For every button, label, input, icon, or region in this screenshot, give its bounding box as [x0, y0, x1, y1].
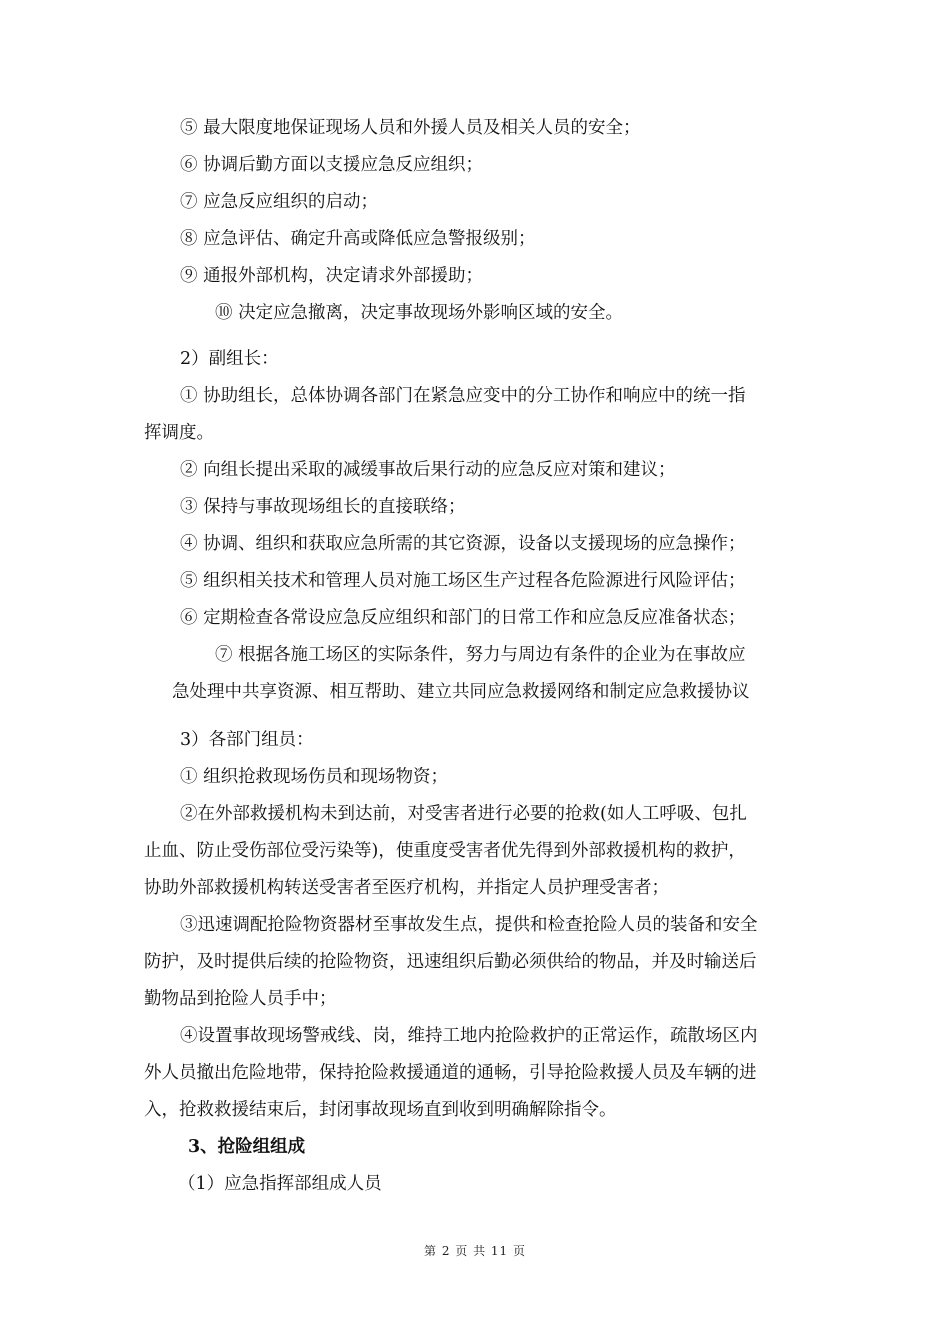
text-line: ⑧ 应急评估、确定升高或降低应急警报级别；	[180, 229, 536, 249]
text-line: 协助外部救援机构转送受害者至医疗机构，并指定人员护理受害者；	[144, 878, 669, 898]
page-footer: 第 2 页 共 11 页	[424, 1244, 526, 1258]
section-heading: （1）应急指挥部组成人员	[178, 1174, 382, 1194]
text-line: ⑩ 决定应急撤离，决定事故现场外影响区域的安全。	[215, 303, 624, 323]
text-line: ⑤ 最大限度地保证现场人员和外援人员及相关人员的安全；	[180, 118, 641, 138]
text-line: ②在外部救援机构未到达前，对受害者进行必要的抢救(如人工呼吸、包扎	[180, 804, 747, 824]
text-line: ⑦ 应急反应组织的启动；	[180, 192, 379, 212]
section-heading: 3、抢险组组成	[188, 1137, 306, 1157]
text-line: 急处理中共享资源、相互帮助、建立共同应急救援网络和制定应急救援协议	[172, 682, 750, 702]
text-line: 勤物品到抢险人员手中；	[144, 989, 337, 1009]
text-line: 防护，及时提供后续的抢险物资，迅速组织后勤必须供给的物品，并及时输送后	[144, 952, 757, 972]
text-line: ③ 保持与事故现场组长的直接联络；	[180, 497, 466, 517]
text-line: ⑨ 通报外部机构，决定请求外部援助；	[180, 266, 484, 286]
text-line: ⑦ 根据各施工场区的实际条件，努力与周边有条件的企业为在事故应	[215, 645, 746, 665]
text-line: ⑥ 定期检查各常设应急反应组织和部门的日常工作和应急反应准备状态；	[180, 608, 746, 628]
section-heading: 2）副组长：	[180, 349, 279, 369]
text-line: ① 组织抢救现场伤员和现场物资；	[180, 767, 449, 787]
text-line: ③迅速调配抢险物资器材至事故发生点，提供和检查抢险人员的装备和安全	[180, 915, 758, 935]
text-line: 入，抢救救援结束后，封闭事故现场直到收到明确解除指令。	[144, 1100, 617, 1120]
text-line: 止血、防止受伤部位受污染等)，使重度受害者优先得到外部救援机构的救护，	[144, 841, 746, 861]
text-line: ⑥ 协调后勤方面以支援应急反应组织；	[180, 155, 484, 175]
text-line: ④设置事故现场警戒线、岗，维持工地内抢险救护的正常运作，疏散场区内	[180, 1026, 758, 1046]
text-line: ② 向组长提出采取的减缓事故后果行动的应急反应对策和建议；	[180, 460, 676, 480]
text-line: 挥调度。	[144, 423, 214, 443]
section-heading: 3）各部门组员：	[180, 730, 314, 750]
text-line: ⑤ 组织相关技术和管理人员对施工场区生产过程各危险源进行风险评估；	[180, 571, 746, 591]
text-line: 外人员撤出危险地带，保持抢险救援通道的通畅，引导抢险救援人员及车辆的进	[144, 1063, 757, 1083]
text-line: ④ 协调、组织和获取应急所需的其它资源，设备以支援现场的应急操作；	[180, 534, 746, 554]
text-line: ① 协助组长，总体协调各部门在紧急应变中的分工协作和响应中的统一指	[180, 386, 746, 406]
